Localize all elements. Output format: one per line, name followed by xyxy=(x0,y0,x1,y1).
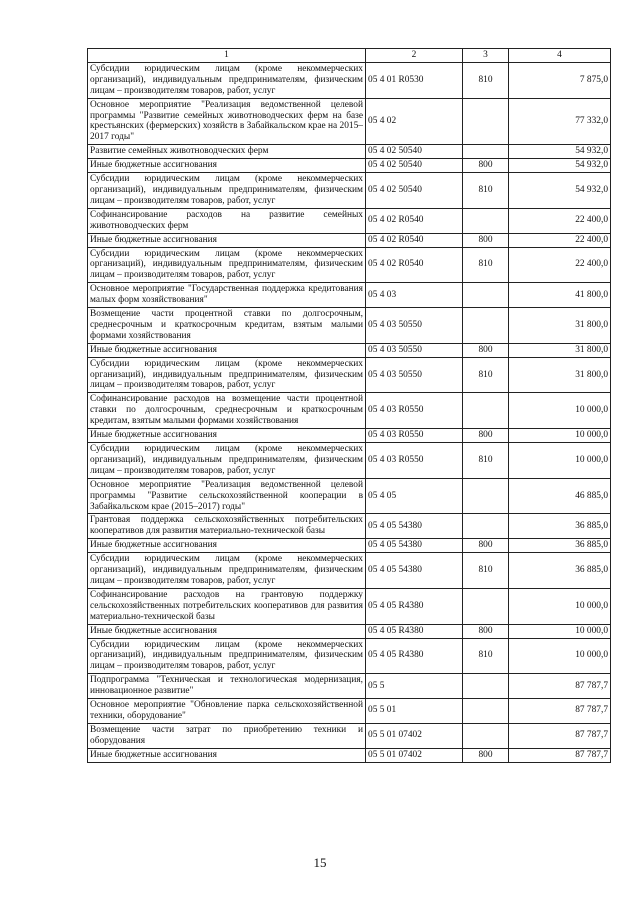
row-sum-cell: 87 787,7 xyxy=(509,748,611,762)
row-name-cell: Основное мероприятие "Реализация ведомственной целевой программы "Развитие сельскохозяйственной кооперации в Забайкальском крае (2015–2017) годы" xyxy=(88,478,366,514)
page-number: 15 xyxy=(313,855,327,870)
row-expense-type-cell xyxy=(463,478,509,514)
row-expense-type-cell xyxy=(463,588,509,624)
header-cell-1: 1 xyxy=(88,49,366,63)
table-row xyxy=(88,723,611,748)
row-code-cell: 05 5 01 07402 xyxy=(366,723,463,748)
table-row xyxy=(88,98,611,145)
table-row xyxy=(88,443,611,479)
row-code-cell: 05 4 02 50540 xyxy=(366,159,463,173)
row-expense-type-cell: 810 xyxy=(463,638,509,674)
table-row xyxy=(88,159,611,173)
row-code-cell: 05 5 xyxy=(366,674,463,699)
table-row xyxy=(88,393,611,429)
row-expense-type-cell: 800 xyxy=(463,624,509,638)
row-name-cell: Иные бюджетные ассигнования xyxy=(88,539,366,553)
row-name-cell: Развитие семейных животноводческих ферм xyxy=(88,145,366,159)
row-expense-type-cell xyxy=(463,308,509,344)
row-code-cell: 05 4 02 R0540 xyxy=(366,208,463,233)
header-cell-3: 3 xyxy=(463,49,509,63)
table-row xyxy=(88,588,611,624)
row-expense-type-cell xyxy=(463,208,509,233)
row-name-cell: Софинансирование расходов на грантовую поддержку сельскохозяйственных потребительских кооперативов для развития материально-технической базы xyxy=(88,588,366,624)
row-sum-cell: 36 885,0 xyxy=(509,514,611,539)
row-name-cell: Софинансирование расходов на развитие семейных животноводческих ферм xyxy=(88,208,366,233)
table-row xyxy=(88,478,611,514)
row-sum-cell: 87 787,7 xyxy=(509,699,611,724)
table-row xyxy=(88,748,611,762)
row-name-cell: Основное мероприятие "Реализация ведомственной целевой программы "Развитие семейных животноводческих ферм на базе крестьянских (фермерских) хозяйств в Забайкальском крае на 2015–2017 годы" xyxy=(88,98,366,145)
row-name-cell: Основное мероприятие "Государственная поддержка кредитования малых форм хозяйствования" xyxy=(88,283,366,308)
row-sum-cell: 7 875,0 xyxy=(509,62,611,98)
row-code-cell: 05 4 03 R0550 xyxy=(366,393,463,429)
row-expense-type-cell: 800 xyxy=(463,159,509,173)
row-sum-cell: 36 885,0 xyxy=(509,553,611,589)
row-expense-type-cell xyxy=(463,145,509,159)
row-name-cell: Грантовая поддержка сельскохозяйственных потребительских кооперативов для развития материально-технической базы xyxy=(88,514,366,539)
row-expense-type-cell: 800 xyxy=(463,748,509,762)
row-code-cell: 05 4 05 xyxy=(366,478,463,514)
table-body xyxy=(88,62,611,762)
row-code-cell: 05 4 02 xyxy=(366,98,463,145)
row-expense-type-cell xyxy=(463,98,509,145)
table-row xyxy=(88,674,611,699)
table-row xyxy=(88,357,611,393)
row-code-cell: 05 4 05 54380 xyxy=(366,514,463,539)
row-name-cell: Иные бюджетные ассигнования xyxy=(88,343,366,357)
row-expense-type-cell: 810 xyxy=(463,62,509,98)
row-sum-cell: 87 787,7 xyxy=(509,674,611,699)
row-code-cell: 05 4 02 R0540 xyxy=(366,247,463,283)
row-code-cell: 05 4 05 R4380 xyxy=(366,624,463,638)
row-code-cell: 05 4 05 54380 xyxy=(366,553,463,589)
row-sum-cell: 22 400,0 xyxy=(509,233,611,247)
table-row xyxy=(88,343,611,357)
row-expense-type-cell: 810 xyxy=(463,443,509,479)
row-expense-type-cell xyxy=(463,723,509,748)
row-code-cell: 05 4 01 R0530 xyxy=(366,62,463,98)
table-row xyxy=(88,308,611,344)
table-row xyxy=(88,145,611,159)
row-sum-cell: 41 800,0 xyxy=(509,283,611,308)
row-name-cell: Субсидии юридическим лицам (кроме некоммерческих организаций), индивидуальным предпринимателям, физическим лицам – производителям товаров, работ, услуг xyxy=(88,247,366,283)
row-name-cell: Основное мероприятие "Обновление парка сельскохозяйственной техники, оборудование" xyxy=(88,699,366,724)
header-cell-2: 2 xyxy=(366,49,463,63)
table-row xyxy=(88,539,611,553)
row-sum-cell: 87 787,7 xyxy=(509,723,611,748)
table-row xyxy=(88,638,611,674)
row-expense-type-cell: 810 xyxy=(463,173,509,209)
table-row xyxy=(88,173,611,209)
row-code-cell: 05 4 03 R0550 xyxy=(366,429,463,443)
row-expense-type-cell: 800 xyxy=(463,429,509,443)
row-code-cell: 05 4 03 50550 xyxy=(366,308,463,344)
row-code-cell: 05 4 02 50540 xyxy=(366,173,463,209)
row-expense-type-cell xyxy=(463,674,509,699)
row-name-cell: Иные бюджетные ассигнования xyxy=(88,748,366,762)
row-sum-cell: 10 000,0 xyxy=(509,393,611,429)
row-sum-cell: 10 000,0 xyxy=(509,443,611,479)
row-sum-cell: 54 932,0 xyxy=(509,159,611,173)
row-sum-cell: 10 000,0 xyxy=(509,588,611,624)
table-row xyxy=(88,429,611,443)
row-sum-cell: 54 932,0 xyxy=(509,145,611,159)
header-cell-4: 4 xyxy=(509,49,611,63)
row-code-cell: 05 4 03 R0550 xyxy=(366,443,463,479)
row-expense-type-cell: 800 xyxy=(463,343,509,357)
row-sum-cell: 10 000,0 xyxy=(509,429,611,443)
row-name-cell: Иные бюджетные ассигнования xyxy=(88,159,366,173)
row-expense-type-cell xyxy=(463,699,509,724)
row-sum-cell: 22 400,0 xyxy=(509,247,611,283)
budget-table xyxy=(87,48,611,763)
row-name-cell: Подпрограмма "Техническая и технологическая модернизация, инновационное развитие" xyxy=(88,674,366,699)
table-row xyxy=(88,62,611,98)
row-name-cell: Возмещение части затрат по приобретению техники и оборудования xyxy=(88,723,366,748)
row-name-cell: Субсидии юридическим лицам (кроме некоммерческих организаций), индивидуальным предпринимателям, физическим лицам – производителям товаров, работ, услуг xyxy=(88,638,366,674)
row-code-cell: 05 4 03 xyxy=(366,283,463,308)
row-sum-cell: 31 800,0 xyxy=(509,357,611,393)
row-code-cell: 05 4 05 54380 xyxy=(366,539,463,553)
row-sum-cell: 22 400,0 xyxy=(509,208,611,233)
table-row xyxy=(88,514,611,539)
row-sum-cell: 31 800,0 xyxy=(509,343,611,357)
row-name-cell: Субсидии юридическим лицам (кроме некоммерческих организаций), индивидуальным предпринимателям, физическим лицам – производителям товаров, работ, услуг xyxy=(88,62,366,98)
row-expense-type-cell xyxy=(463,393,509,429)
row-expense-type-cell: 810 xyxy=(463,247,509,283)
table-row xyxy=(88,208,611,233)
row-name-cell: Возмещение части процентной ставки по долгосрочным, среднесрочным и краткосрочным кредитам, взятым малыми формами хозяйствования xyxy=(88,308,366,344)
row-name-cell: Софинансирование расходов на возмещение части процентной ставки по долгосрочным, среднесрочным и краткосрочным кредитам, взятым малыми формами хозяйствования xyxy=(88,393,366,429)
row-sum-cell: 77 332,0 xyxy=(509,98,611,145)
row-name-cell: Субсидии юридическим лицам (кроме некоммерческих организаций), индивидуальным предпринимателям, физическим лицам – производителям товаров, работ, услуг xyxy=(88,553,366,589)
row-sum-cell: 31 800,0 xyxy=(509,308,611,344)
row-code-cell: 05 4 05 R4380 xyxy=(366,588,463,624)
row-expense-type-cell: 810 xyxy=(463,553,509,589)
table-row xyxy=(88,233,611,247)
row-sum-cell: 36 885,0 xyxy=(509,539,611,553)
row-sum-cell: 10 000,0 xyxy=(509,638,611,674)
row-code-cell: 05 4 03 50550 xyxy=(366,343,463,357)
row-expense-type-cell: 800 xyxy=(463,233,509,247)
row-expense-type-cell xyxy=(463,283,509,308)
row-code-cell: 05 4 02 R0540 xyxy=(366,233,463,247)
table-row xyxy=(88,553,611,589)
row-name-cell: Субсидии юридическим лицам (кроме некоммерческих организаций), индивидуальным предпринимателям, физическим лицам – производителям товаров, работ, услуг xyxy=(88,357,366,393)
row-sum-cell: 54 932,0 xyxy=(509,173,611,209)
row-name-cell: Иные бюджетные ассигнования xyxy=(88,429,366,443)
table-row xyxy=(88,247,611,283)
table-row xyxy=(88,283,611,308)
row-code-cell: 05 5 01 07402 xyxy=(366,748,463,762)
row-code-cell: 05 5 01 xyxy=(366,699,463,724)
row-name-cell: Субсидии юридическим лицам (кроме некоммерческих организаций), индивидуальным предпринимателям, физическим лицам – производителям товаров, работ, услуг xyxy=(88,443,366,479)
table-row xyxy=(88,699,611,724)
table-row xyxy=(88,624,611,638)
row-expense-type-cell: 800 xyxy=(463,539,509,553)
row-name-cell: Субсидии юридическим лицам (кроме некоммерческих организаций), индивидуальным предпринимателям, физическим лицам – производителям товаров, работ, услуг xyxy=(88,173,366,209)
row-code-cell: 05 4 03 50550 xyxy=(366,357,463,393)
row-code-cell: 05 4 02 50540 xyxy=(366,145,463,159)
row-name-cell: Иные бюджетные ассигнования xyxy=(88,624,366,638)
row-sum-cell: 46 885,0 xyxy=(509,478,611,514)
row-expense-type-cell: 810 xyxy=(463,357,509,393)
row-expense-type-cell xyxy=(463,514,509,539)
table-header-row xyxy=(88,49,611,63)
row-code-cell: 05 4 05 R4380 xyxy=(366,638,463,674)
row-sum-cell: 10 000,0 xyxy=(509,624,611,638)
row-name-cell: Иные бюджетные ассигнования xyxy=(88,233,366,247)
